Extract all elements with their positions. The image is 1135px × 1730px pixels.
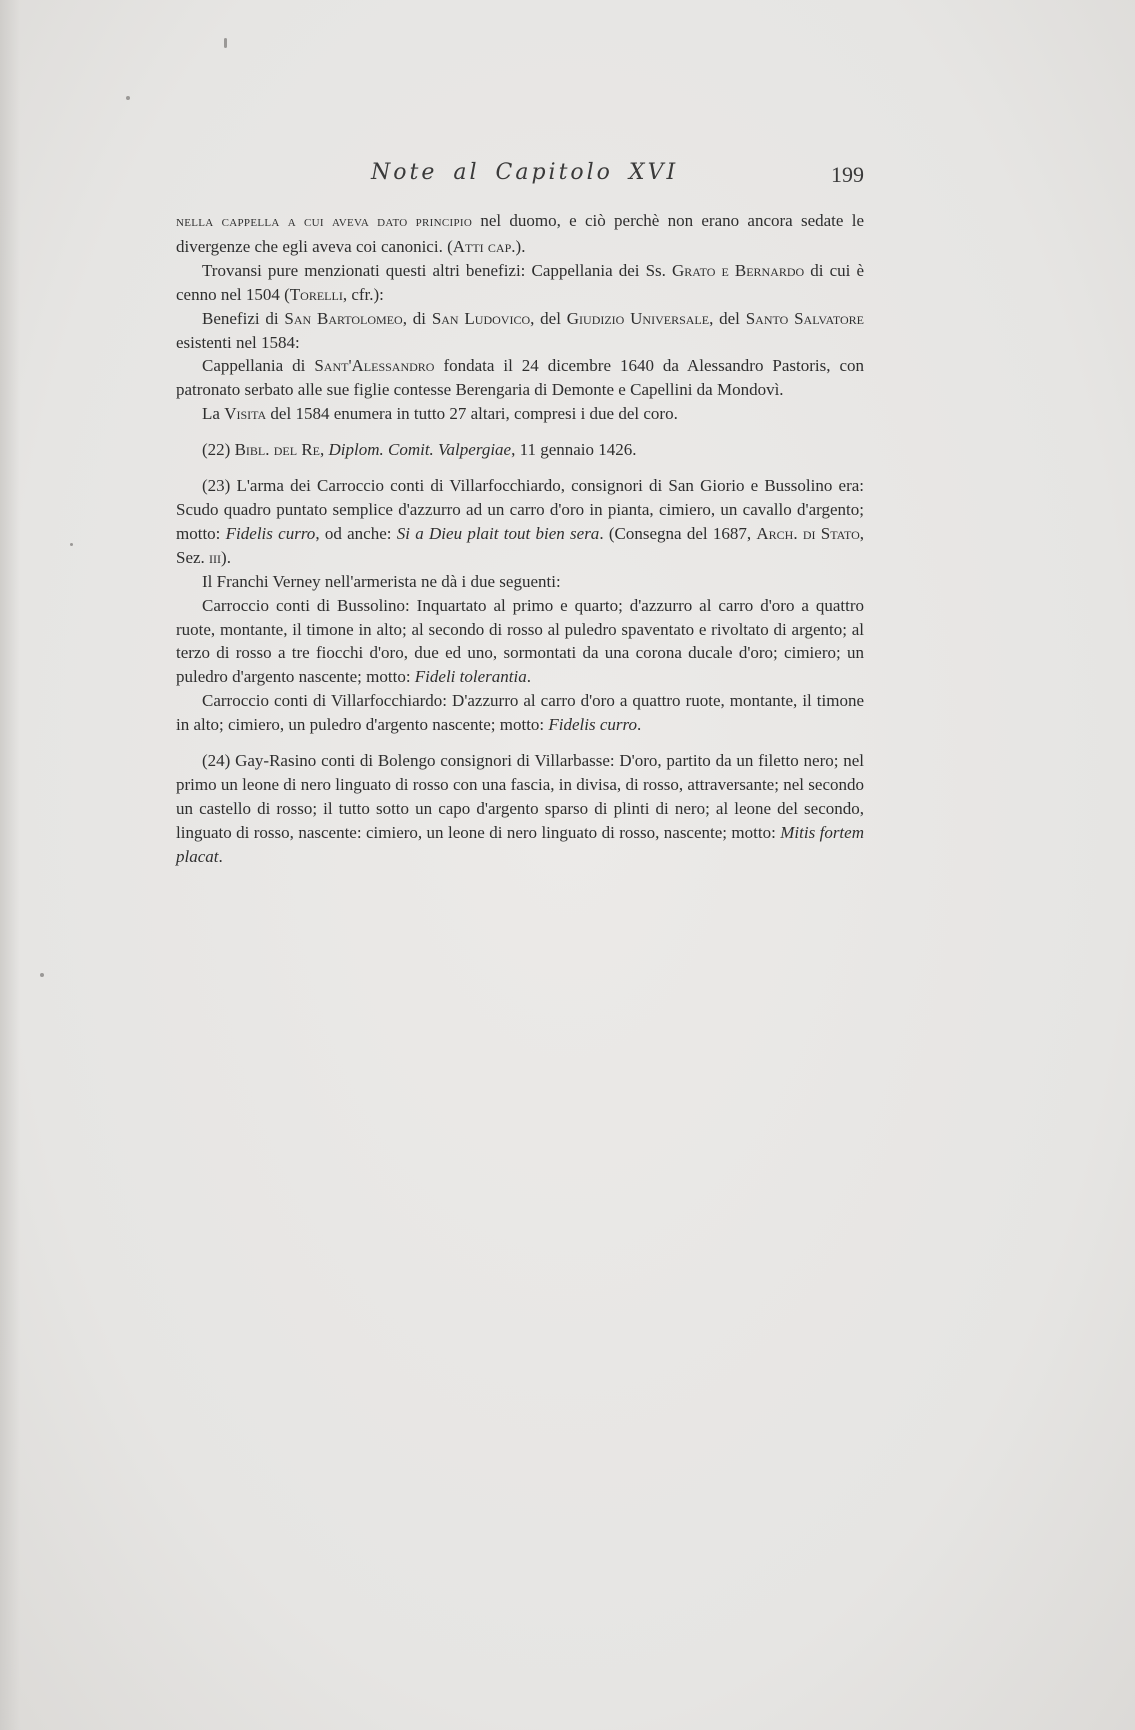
paragraph-visita: La Visita del 1584 enumera in tutto 27 altari, compresi i due del coro. <box>202 404 678 424</box>
paragraph-carroccio-bussolino: Carroccio conti di Bussolino: Inquartato al primo e quarto; d'azzurro al carro d'oro a quattro ruote, montante, il timone in alto; al secondo di rosso al puledro spaventato e rivoltato di argento; al terzo di rosso a tre fiocchi d'oro, due ed uno, sormontati da una corona ducale d'oro; cimiero; un puledro d'argento nascente; motto: Fideli tolerantia. <box>176 595 864 687</box>
page-number: 199 <box>831 162 864 187</box>
running-title: Note al Capitolo XVI <box>371 160 679 185</box>
note-22: (22) Bibl. del Re, Diplom. Comit. Valpergiae, 11 gennaio 1426. <box>202 440 637 460</box>
page-body <box>176 209 864 869</box>
paragraph-continuation: nella cappella a cui aveva dato principio nel duomo, e ciò perchè non erano ancora sedate le divergenze che egli aveva coi canonici. (Atti cap.). <box>176 211 864 256</box>
paragraph-benefizi: Trovansi pure menzionati questi altri benefizi: Cappellania dei Ss. Grato e Bernardo di cui è cenno nel 1504 (Torelli, cfr.): <box>176 260 865 304</box>
paper-speck <box>40 973 44 977</box>
paragraph-cappellania: Cappellania di Sant'Alessandro fondata il 24 dicembre 1640 da Alessandro Pastoris, con patronato serbato alle sue figlie contesse Berengaria di Demonte e Capellini da Mondovì. <box>176 356 865 400</box>
gutter-shadow <box>0 0 20 1730</box>
paragraph-carroccio-villarfocchiardo: Carroccio conti di Villarfocchiardo: D'azzurro al carro d'oro a quattro ruote, montante, il timone in alto; cimiero, un puledro d'argento nascente; motto: Fidelis curro. <box>176 691 864 735</box>
page-header <box>176 160 864 194</box>
paper-speck <box>70 543 73 546</box>
paragraph-benefizi-list: Benefizi di San Bartolomeo, di San Ludovico, del Giudizio Universale, del Santo Salvatore esistenti nel 1584: <box>176 308 864 352</box>
note-23: (23) L'arma dei Carroccio conti di Villarfocchiardo, consignori di San Giorio e Bussolino era: Scudo quadro puntato semplice d'azzurro ad un carro d'oro in pianta, cimiero, un cavallo d'argento; motto: Fidelis curro, od anche: Si a Dieu plait tout bien sera. (Consegna del 1687, Arch. di Stato, Sez. iii). <box>176 476 864 567</box>
note-24: (24) Gay-Rasino conti di Bolengo consignori di Villarbasse: D'oro, partito da un filetto nero; nel primo un leone di nero linguato di rosso con una fascia, in divisa, di rosso, attraversante; nel secondo un castello di rosso; il tutto sotto un capo d'argento sparso di plinti di nero; al leone del secondo, linguato di rosso, nascente: cimiero, un leone di nero linguato di rosso, nascente; motto: Mitis fortem placat. <box>176 751 864 866</box>
paper-speck <box>224 38 227 48</box>
paper-speck <box>126 96 130 100</box>
paragraph-franchi-verney: Il Franchi Verney nell'armerista ne dà i due seguenti: <box>202 571 561 591</box>
